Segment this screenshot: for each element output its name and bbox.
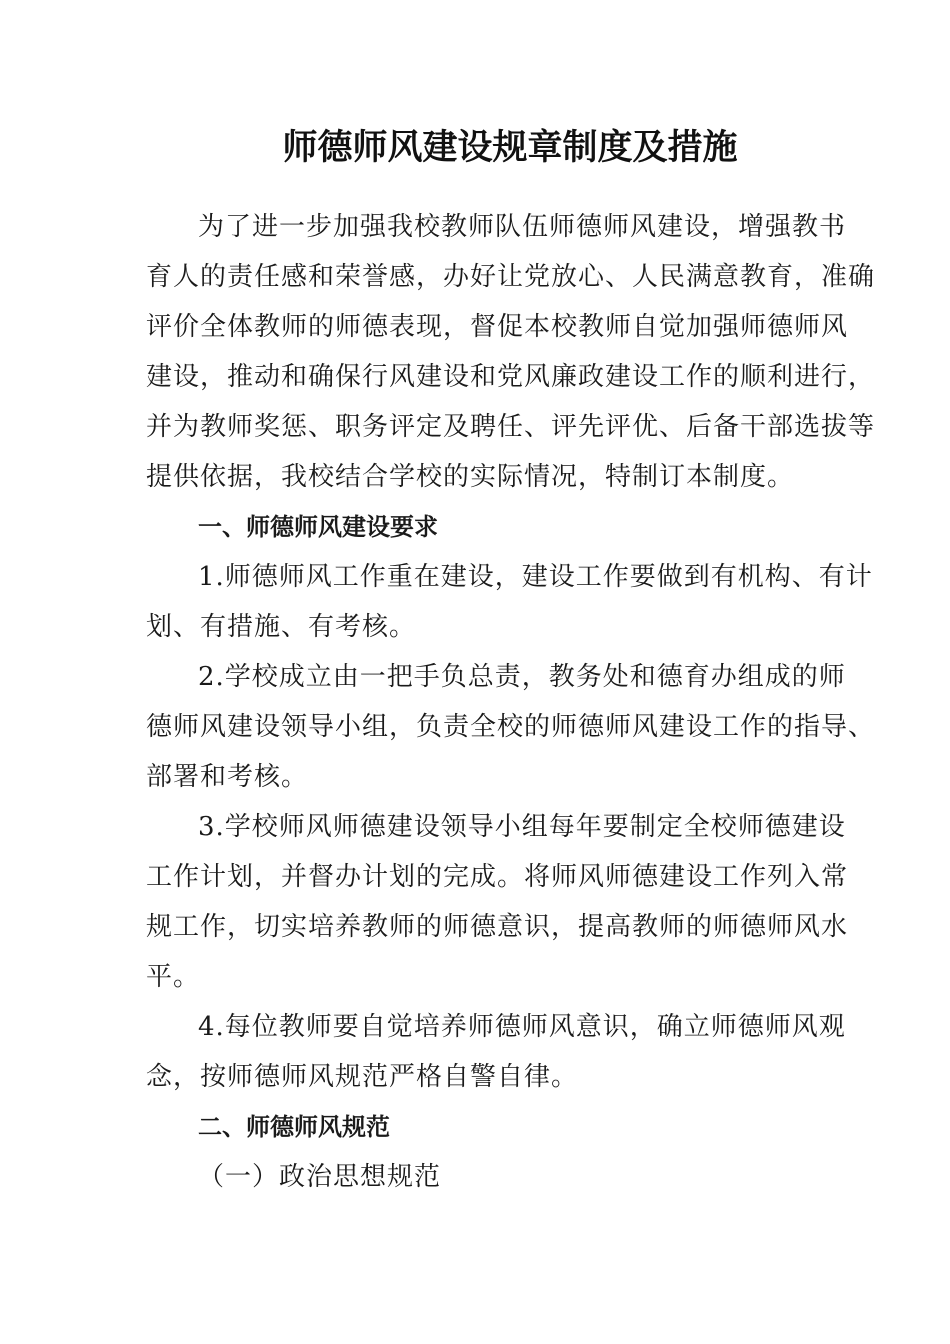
paragraph-line: 为了进一步加强我校教师队伍师德师风建设，增强教书 (198, 212, 847, 242)
subsection-heading-political: （一）政治思想规范 (198, 1162, 442, 1192)
paragraph-line: 2.学校成立由一把手负总责，教务处和德育办组成的师 (198, 662, 846, 692)
requirement-item-3 (146, 802, 849, 1002)
paragraph-line: 3.学校师风师德建设领导小组每年要制定全校师德建设 (198, 812, 846, 842)
requirement-item-1 (146, 552, 873, 652)
requirement-item-4 (146, 1002, 846, 1102)
paragraph-line: 规工作，切实培养教师的师德意识，提高教师的师德师风水 (146, 912, 849, 942)
paragraph-line: 并为教师奖惩、职务评定及聘任、评先评优、后备干部选拔等 (146, 412, 876, 442)
paragraph-line: 部署和考核。 (146, 762, 309, 792)
document-title: 师德师风建设规章制度及措施 (282, 128, 738, 168)
paragraph-line: 念，按师德师风规范严格自警自律。 (146, 1062, 579, 1092)
section-heading-requirements: 一、师德师风建设要求 (198, 513, 438, 541)
paragraph-line: 4.每位教师要自觉培养师德师风意识，确立师德师风观 (198, 1012, 846, 1042)
intro-paragraph (146, 202, 876, 502)
paragraph-line: 评价全体教师的师德表现，督促本校教师自觉加强师德师风 (146, 312, 849, 342)
section-heading-norms: 二、师德师风规范 (198, 1113, 390, 1141)
paragraph-line: 1.师德师风工作重在建设，建设工作要做到有机构、有计 (198, 562, 873, 592)
document-body (146, 202, 876, 1202)
paragraph-line: 平。 (146, 962, 201, 992)
paragraph-line: 划、有措施、有考核。 (146, 612, 417, 642)
paragraph-line: 育人的责任感和荣誉感，办好让党放心、人民满意教育，准确 (146, 262, 876, 292)
paragraph-line: 工作计划，并督办计划的完成。将师风师德建设工作列入常 (146, 862, 849, 892)
paragraph-line: 提供依据，我校结合学校的实际情况，特制订本制度。 (146, 462, 795, 492)
paragraph-line: 建设，推动和确保行风建设和党风廉政建设工作的顺利进行， (146, 362, 876, 392)
paragraph-line: 德师风建设领导小组，负责全校的师德师风建设工作的指导、 (146, 712, 876, 742)
requirement-item-2 (146, 652, 876, 802)
